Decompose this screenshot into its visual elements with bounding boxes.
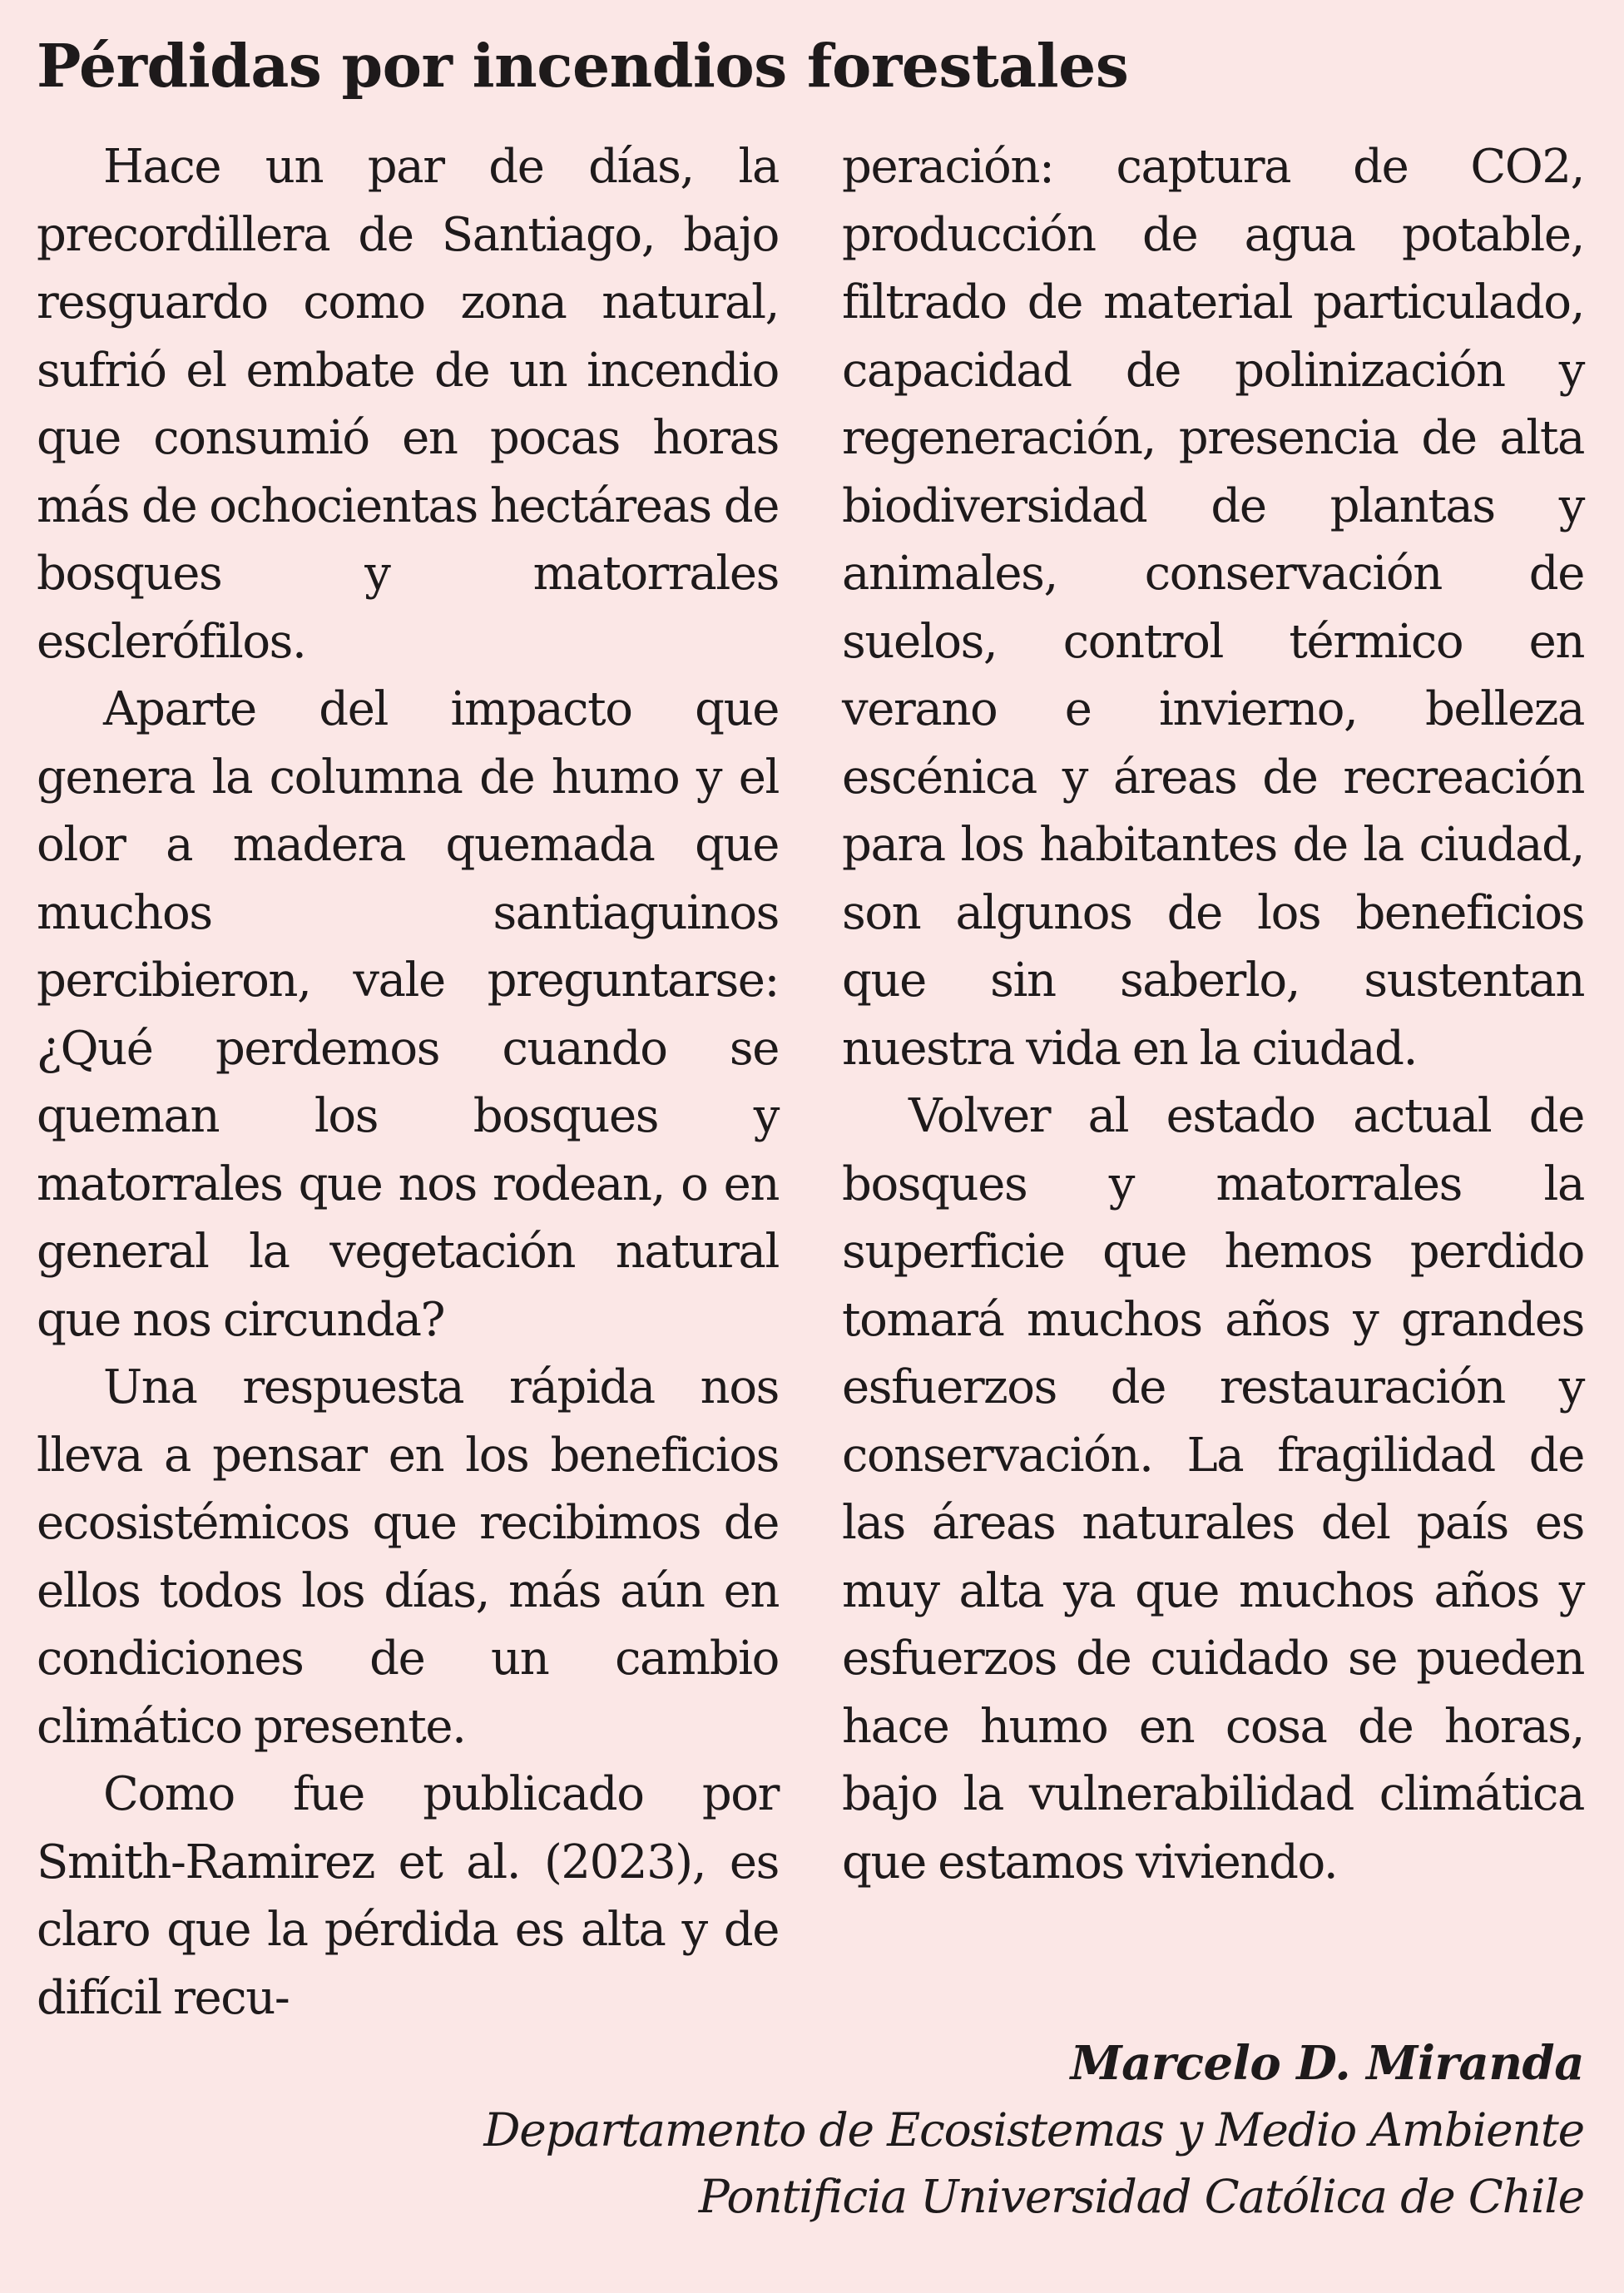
author-name: Marcelo D. Miranda [1070, 2036, 1584, 2091]
author-university: Pontificia Universidad Católica de Chile [698, 2170, 1584, 2223]
article-body [37, 133, 1584, 2032]
paragraph: Como fue publicado por Smith-Ramirez et al. (2023), es claro que la pérdida es alta y de difícil recu- [37, 1767, 779, 2025]
letter-page [37, 0, 1584, 2293]
left-column [37, 133, 779, 2032]
paragraph: Una respuesta rápida nos lleva a pensar en los beneficios ecosistémicos que recibimos de ellos todos los días, más aún en condiciones de un cambio climático presente. [37, 1360, 779, 1754]
article-title: Pérdidas por incendios forestales [37, 31, 1129, 101]
paragraph: Aparte del impacto que genera la columna de humo y el olor a madera quemada que muchos santiaguinos percibieron, vale preguntarse: ¿Qué perdemos cuando se queman los bosques y matorrales que nos rodean, o en general la vegetación natural que nos circunda? [37, 682, 779, 1347]
paragraph: peración: captura de CO2, producción de agua potable, filtrado de material particulado, capacidad de polinización y regeneración, presencia de alta biodiversidad de plantas y animales, conservación de suelos, control térmico en verano e invierno, belleza escénica y áreas de recreación para los habitantes de la ciudad, son algunos de los beneficios que sin saberlo, sustentan nuestra vida en la ciudad. [842, 140, 1584, 1076]
author-department: Departamento de Ecosistemas y Medio Ambiente [483, 2103, 1584, 2157]
right-column [842, 133, 1584, 2032]
paragraph: Volver al estado actual de bosques y matorrales la superficie que hemos perdido tomará muchos años y grandes esfuerzos de restauración y conservación. La fragilidad de las áreas naturales del país es muy alta ya que muchos años y esfuerzos de cuidado se pueden hace humo en cosa de horas, bajo la vulnerabilidad climática que estamos viviendo. [842, 1089, 1584, 1889]
signature-block [37, 2030, 1584, 2230]
paragraph: Hace un par de días, la precordillera de Santiago, bajo resguardo como zona natural, sufrió el embate de un incendio que consumió en pocas horas más de ochocientas hectáreas de bosques y matorrales esclerófilos. [37, 140, 779, 669]
